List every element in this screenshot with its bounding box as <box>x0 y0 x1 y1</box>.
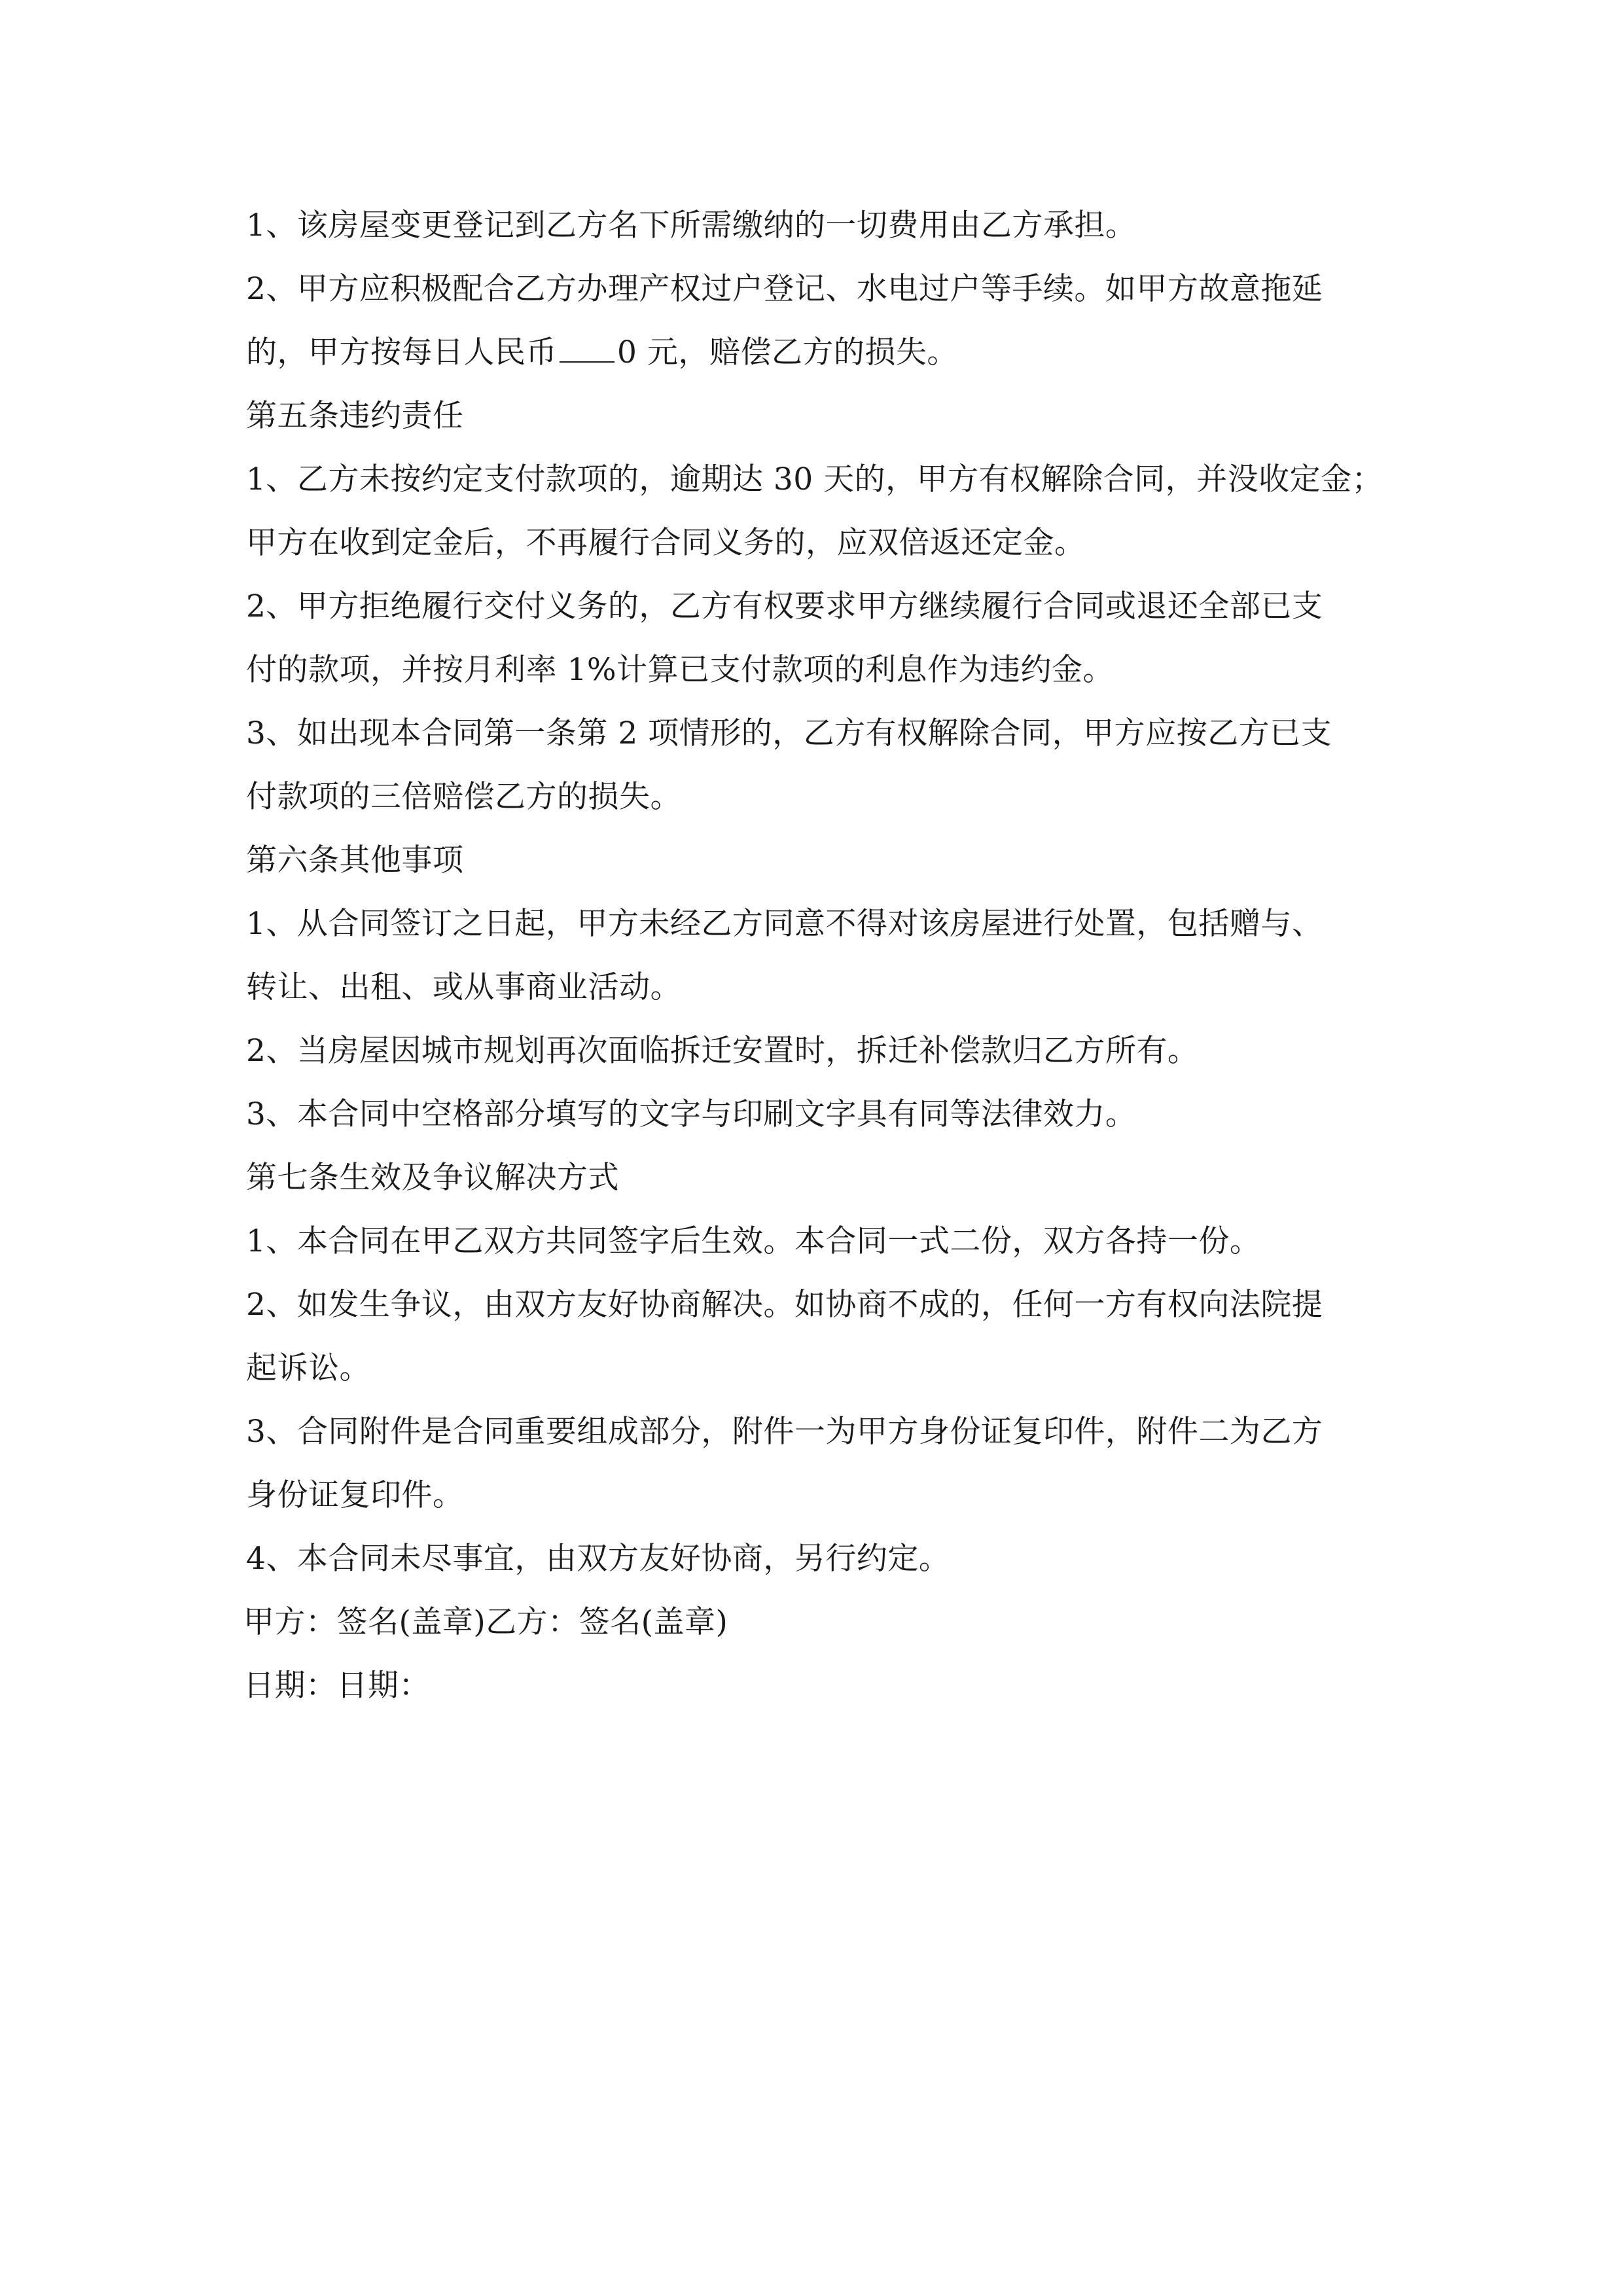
clause-line: 3、合同附件是合同重要组成部分，附件一为甲方身份证复印件，附件二为乙方 <box>246 1414 1323 1450</box>
clause-line: 甲方在收到定金后，不再履行合同义务的，应双倍返还定金。 <box>246 525 1086 561</box>
section-heading: 第五条违约责任 <box>246 398 464 434</box>
clause-line: 起诉讼。 <box>246 1350 370 1386</box>
clause-line-with-blank <box>246 321 1387 384</box>
clause-line: 2、甲方拒绝履行交付义务的，乙方有权要求甲方继续履行合同或退还全部已支 <box>246 588 1323 624</box>
clause-line: 1、本合同在甲乙双方共同签字后生效。本合同一式二份，双方各持一份。 <box>246 1223 1261 1259</box>
clause-text: 的，甲方按每日人民币 <box>246 334 557 370</box>
clause-line: 2、当房屋因城市规划再次面临拆迁安置时，拆迁补偿款归乙方所有。 <box>246 1033 1199 1069</box>
clause-line: 付款项的三倍赔偿乙方的损失。 <box>246 779 681 815</box>
clause-line: 3、本合同中空格部分填写的文字与印刷文字具有同等法律效力。 <box>246 1096 1137 1132</box>
clause-text: 0 元，赔偿乙方的损失。 <box>617 334 958 370</box>
clause-line: 付的款项，并按月利率 1%计算已支付款项的利息作为违约金。 <box>246 652 1115 688</box>
clause-line: 2、如发生争议，由双方友好协商解决。如协商不成的，任何一方有权向法院提 <box>246 1287 1323 1323</box>
clause-line: 3、如出现本合同第一条第 2 项情形的，乙方有权解除合同，甲方应按乙方已支 <box>246 715 1332 751</box>
contract-body <box>243 194 1387 1717</box>
date-line: 日期：日期： <box>243 1668 430 1704</box>
section-heading: 第六条其他事项 <box>246 842 464 878</box>
clause-line: 1、乙方未按约定支付款项的，逾期达 30 天的，甲方有权解除合同，并没收定金； <box>246 461 1383 497</box>
clause-line: 4、本合同未尽事宜，由双方友好协商，另行约定。 <box>246 1541 950 1577</box>
clause-line: 1、该房屋变更登记到乙方名下所需缴纳的一切费用由乙方承担。 <box>246 207 1137 243</box>
clause-line: 1、从合同签订之日起，甲方未经乙方同意不得对该房屋进行处置，包括赠与、 <box>246 906 1323 942</box>
section-heading: 第七条生效及争议解决方式 <box>246 1160 619 1196</box>
clause-line: 转让、出租、或从事商业活动。 <box>246 969 681 1005</box>
signature-line: 甲方：签名(盖章)乙方：签名(盖章) <box>243 1604 728 1640</box>
clause-line: 2、甲方应积极配合乙方办理产权过户登记、水电过户等手续。如甲方故意拖延 <box>246 271 1323 307</box>
fill-in-blank <box>560 335 615 363</box>
clause-line: 身份证复印件。 <box>246 1477 464 1513</box>
